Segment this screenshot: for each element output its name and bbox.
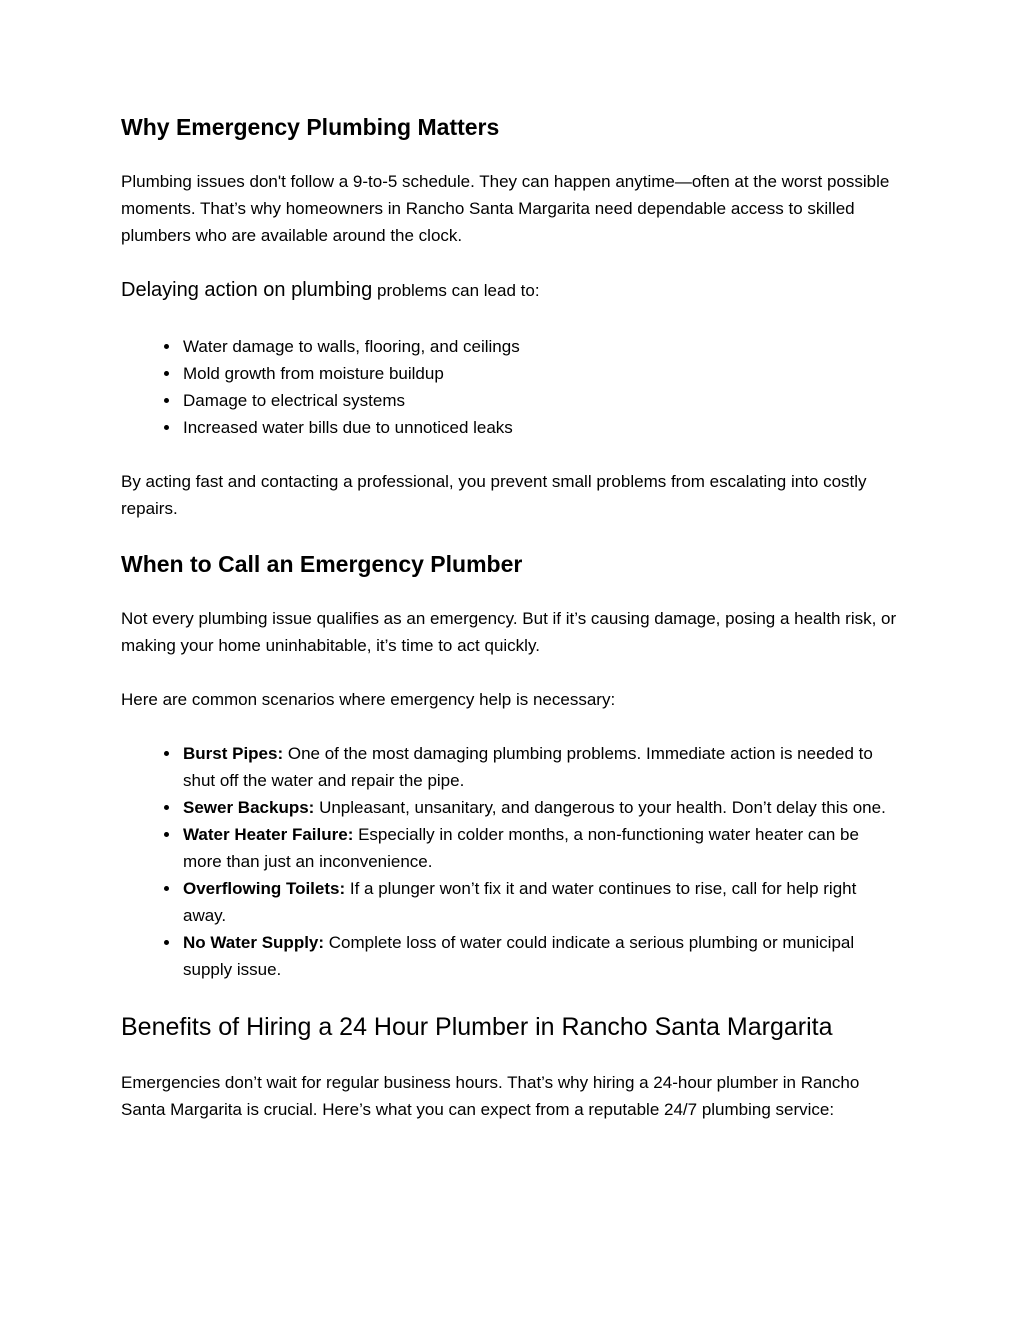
- list-item-bold-label: No Water Supply:: [183, 933, 325, 952]
- list-item: [181, 929, 900, 983]
- paragraph-here-are: Here are common scenarios where emergency help is necessary:: [121, 690, 616, 709]
- heading-delaying-action-large: Delaying action on plumbing: [121, 279, 373, 301]
- list-item: • Damage to electrical systems: [181, 387, 900, 414]
- list-item-bold-label: Overflowing Toilets:: [183, 879, 346, 898]
- list-item: • Mold growth from moisture buildup: [181, 360, 900, 387]
- paragraph-emergencies: Emergencies don’t wait for regular business hours. That’s why hiring a 24-hour plumber in Rancho Santa Margarita is crucial. Here’s what you can expect from a reputable 24/7 plumbing service:: [121, 1073, 860, 1119]
- heading-when-to-call: When to Call an Emergency Plumber: [121, 551, 523, 577]
- list-item-text: One of the most damaging plumbing problems. Immediate action is needed to shut off the water and repair the pipe.: [183, 744, 873, 790]
- list-item-text: Complete loss of water could indicate a serious plumbing or municipal supply issue.: [183, 933, 855, 979]
- paragraph-not-every: Not every plumbing issue qualifies as an emergency. But if it’s causing damage, posing a health risk, or making your home uninhabitable, it’s time to act quickly.: [121, 609, 897, 655]
- list-item-bold-label: Water Heater Failure:: [183, 825, 354, 844]
- heading-delaying-action: [121, 276, 900, 306]
- heading-why-emergency-plumbing-matters: Why Emergency Plumbing Matters: [121, 114, 500, 140]
- bullet-list-scenarios: [121, 740, 900, 983]
- list-item: [181, 794, 900, 821]
- list-item: [181, 821, 900, 875]
- list-item-text: If a plunger won’t fix it and water continues to rise, call for help right away.: [183, 879, 857, 925]
- list-item-bold-label: Burst Pipes:: [183, 744, 284, 763]
- paragraph-acting-fast: By acting fast and contacting a professional, you prevent small problems from escalating into costly repairs.: [121, 472, 867, 518]
- bullet-list-consequences: [121, 333, 900, 441]
- list-item: [181, 875, 900, 929]
- heading-delaying-action-small: problems can lead to:: [372, 281, 540, 300]
- list-item: • Increased water bills due to unnoticed leaks: [181, 414, 900, 441]
- list-item-text: Especially in colder months, a non-functioning water heater can be more than just an inconvenience.: [183, 825, 859, 871]
- list-item: [181, 740, 900, 794]
- heading-benefits-24-hour-plumber: Benefits of Hiring a 24 Hour Plumber in Rancho Santa Margarita: [121, 1013, 833, 1041]
- list-item: • Water damage to walls, flooring, and ceilings: [181, 333, 900, 360]
- list-item-bold-label: Sewer Backups:: [183, 798, 315, 817]
- paragraph-intro: Plumbing issues don't follow a 9-to-5 schedule. They can happen anytime—often at the worst possible moments. That’s why homeowners in Rancho Santa Margarita need dependable access to skilled plumbers who are available around the clock.: [121, 172, 890, 245]
- list-item-text: Unpleasant, unsanitary, and dangerous to your health. Don’t delay this one.: [314, 798, 886, 817]
